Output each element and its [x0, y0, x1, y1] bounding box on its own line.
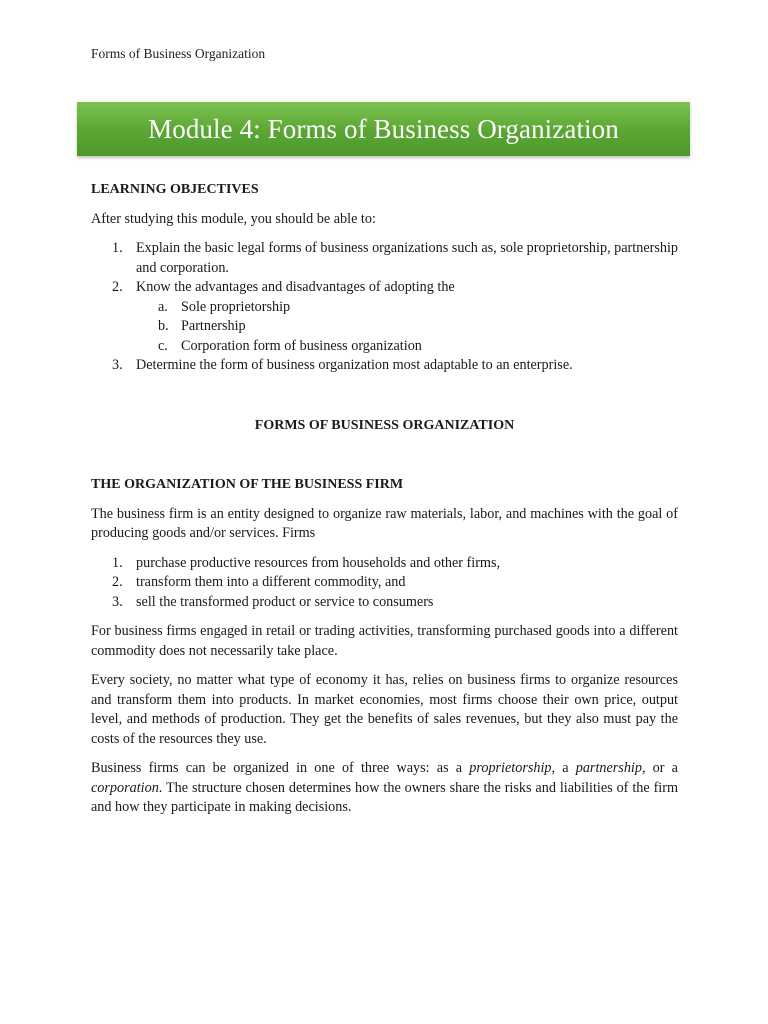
text-run: . The structure chosen determines how the owners share the risks and liabilities of the firm and how they participate in making decisions. [91, 779, 678, 815]
list-marker: 1. [112, 240, 123, 256]
list-item-text: Sole proprietorship [181, 298, 291, 315]
list-marker: 3. [112, 357, 123, 373]
term-proprietorship: proprietorship [469, 760, 552, 776]
list-item-text: Partnership [181, 318, 246, 334]
term-partnership: partnership [575, 760, 642, 776]
list-item [91, 239, 678, 278]
list-marker: c. [158, 337, 168, 354]
module-title-banner [77, 102, 690, 156]
list-item [136, 298, 678, 318]
learning-objectives-heading: LEARNING OBJECTIVES [91, 182, 259, 197]
list-marker: a. [158, 298, 168, 315]
document-body [91, 180, 678, 818]
list-item-text: transform them into a different commodity, and [136, 574, 406, 590]
list-marker: 2. [112, 574, 123, 590]
list-item-text: purchase productive resources from households and other firms, [136, 554, 501, 571]
text-run: Business firms can be organized in one of three ways: as a [91, 760, 470, 776]
objectives-intro: After studying this module, you should be able to: [91, 210, 376, 227]
list-marker: b. [158, 318, 169, 334]
list-item-text: sell the transformed product or service to consumers [136, 593, 434, 610]
firm-paragraph-4 [91, 759, 678, 818]
firm-paragraph-3: Every society, no matter what type of economy it has, relies on business firms to organize resources and transform them into products. In market economies, most firms choose their own price, output level, and methods of production. They get the benefits of sales revenues, but they also must pay the costs of the resources they use. [91, 672, 678, 747]
firm-heading: THE ORGANIZATION OF THE BUSINESS FIRM [91, 477, 404, 492]
list-item-text: Corporation form of business organization [181, 337, 422, 354]
text-run: , a [551, 760, 576, 776]
list-marker: 1. [112, 554, 123, 571]
list-item-text: Explain the basic legal forms of business organizations such as, sole proprietorship, partnership and corporation. [136, 240, 678, 276]
firm-paragraph-2: For business firms engaged in retail or trading activities, transforming purchased goods into a different commodity does not necessarily take place. [91, 623, 678, 659]
list-marker: 2. [112, 279, 123, 295]
firm-activities-list [91, 554, 678, 613]
firm-paragraph-1: The business firm is an entity designed to organize raw materials, labor, and machines with the goal of producing goods and/or services. Firms [91, 505, 678, 541]
list-item [91, 573, 678, 593]
list-item [136, 337, 678, 357]
list-item [91, 593, 678, 613]
list-item [91, 278, 678, 356]
text-run: , or a [641, 760, 678, 776]
list-item [136, 317, 678, 337]
objectives-sublist [136, 298, 678, 357]
list-item [91, 356, 678, 376]
section-heading: FORMS OF BUSINESS ORGANIZATION [254, 417, 515, 433]
list-item [91, 554, 678, 574]
running-header: Forms of Business Organization [91, 46, 266, 61]
objectives-list [91, 239, 678, 376]
term-corporation: corporation [91, 779, 159, 796]
list-marker: 3. [112, 593, 123, 610]
module-title: Module 4: Forms of Business Organization [148, 113, 619, 144]
list-item-text: Know the advantages and disadvantages of adopting the [136, 279, 455, 295]
list-item-text: Determine the form of business organization most adaptable to an enterprise. [136, 357, 573, 373]
